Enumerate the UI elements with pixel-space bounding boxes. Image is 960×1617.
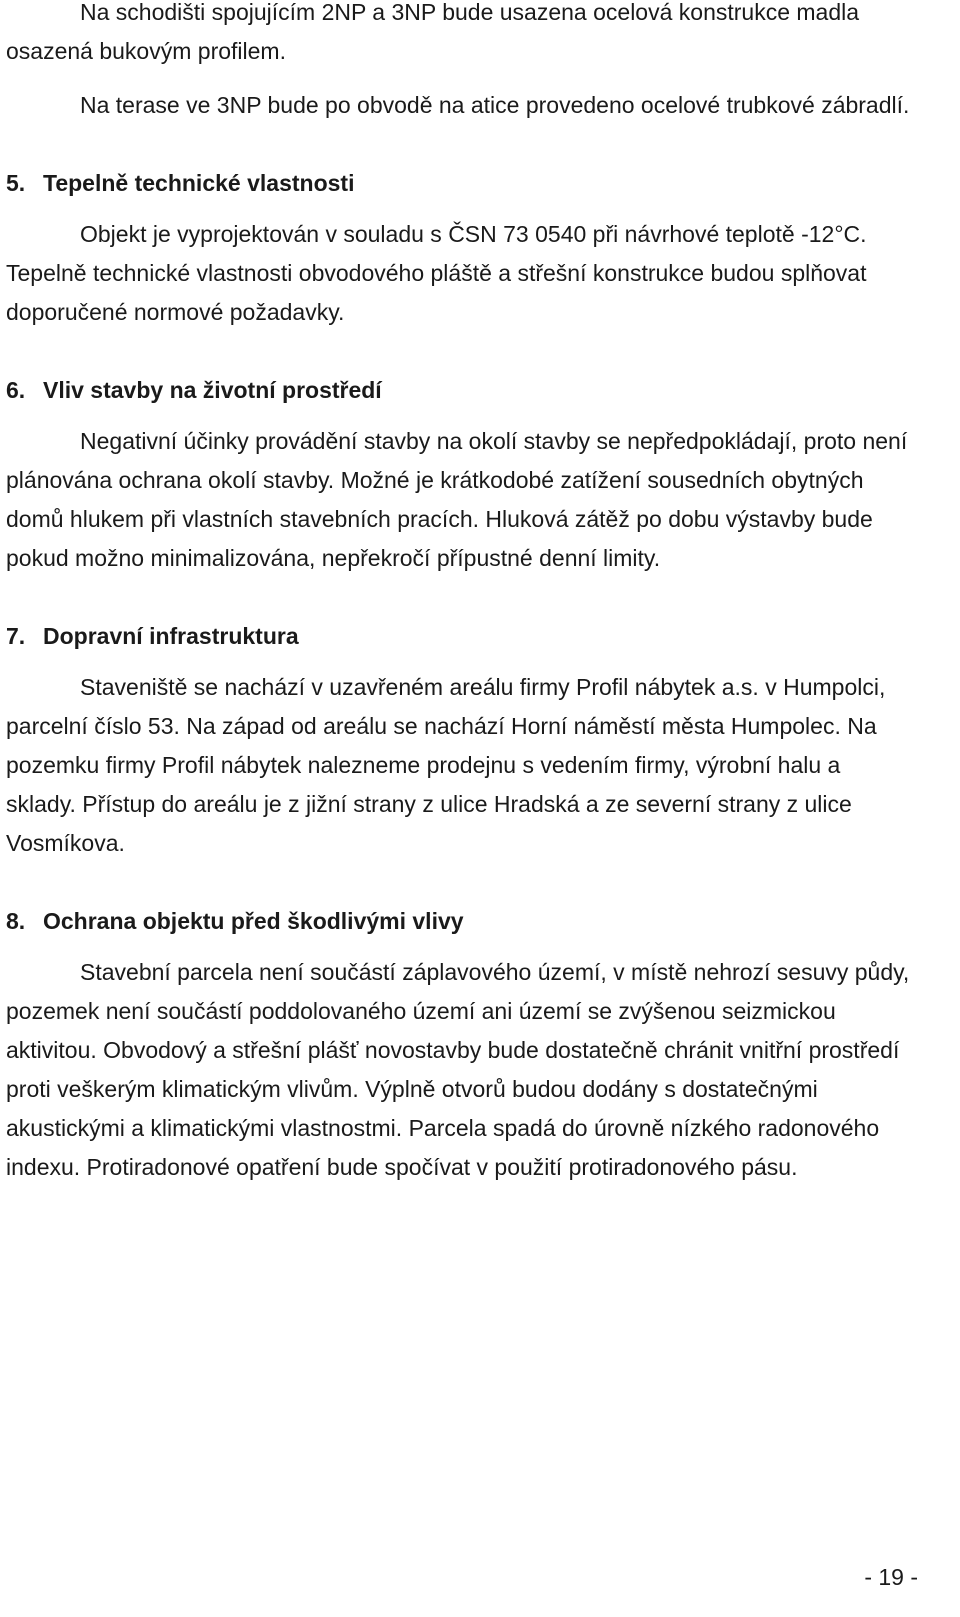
section-heading xyxy=(6,902,916,941)
section-title: Vliv stavby na životní prostředí xyxy=(43,377,382,403)
section-number: 8. xyxy=(6,908,26,934)
intro-paragraph: Na terase ve 3NP bude po obvodě na atice provedeno ocelové trubkové zábradlí. xyxy=(80,92,910,118)
section-title: Ochrana objektu před škodlivými vlivy xyxy=(43,908,464,934)
section-paragraph: Staveniště se nachází v uzavřeném areálu firmy Profil nábytek a.s. v Humpolci, parcelní číslo 53. Na západ od areálu se nachází Horní náměstí města Humpolec. Na pozemku firmy Profil nábytek nalezneme prodejnu s vedením firmy, výrobní halu a sklady. Přístup do areálu je z jižní strany z ulice Hradská a ze severní strany z ulice Vosmíkova. xyxy=(6,674,886,856)
section-title: Tepelně technické vlastnosti xyxy=(43,170,355,196)
intro-paragraph: Na schodišti spojujícím 2NP a 3NP bude usazena ocelová konstrukce madla osazená bukovým profilem. xyxy=(6,0,860,64)
section-heading xyxy=(6,164,916,203)
section-paragraph: Stavební parcela není součástí záplavového území, v místě nehrozí sesuvy půdy, pozemek není součástí poddolovaného území ani území se zvýšenou seizmickou aktivitou. Obvodový a střešní plášť novostavby bude dostatečně chránit vnitřní prostředí proti veškerým klimatickým vlivům. Výplně otvorů budou dodány s dostatečnými akustickými a klimatickými vlastnostmi. Parcela spadá do úrovně nízkého radonového indexu. Protiradonové opatření bude spočívat v použití protiradonového pásu. xyxy=(6,959,910,1180)
section-number: 6. xyxy=(6,377,26,403)
section-heading xyxy=(6,617,916,656)
page-number: - 19 - xyxy=(864,1564,918,1590)
document-page xyxy=(6,0,916,1187)
section-number: 5. xyxy=(6,170,26,196)
section-heading xyxy=(6,371,916,410)
section-number: 7. xyxy=(6,623,26,649)
section-paragraph: Negativní účinky provádění stavby na okolí stavby se nepředpokládají, proto není plánována ochrana okolí stavby. Možné je krátkodobé zatížení sousedních obytných domů hlukem při vlastních stavebních pracích. Hluková zátěž po dobu výstavby bude pokud možno minimalizována, nepřekročí přípustné denní limity. xyxy=(6,428,908,571)
section-title: Dopravní infrastruktura xyxy=(43,623,299,649)
section-paragraph: Objekt je vyprojektován v souladu s ČSN 73 0540 při návrhové teplotě -12°C. Tepelně technické vlastnosti obvodového pláště a střešní konstrukce budou splňovat doporučené normové požadavky. xyxy=(6,221,867,325)
